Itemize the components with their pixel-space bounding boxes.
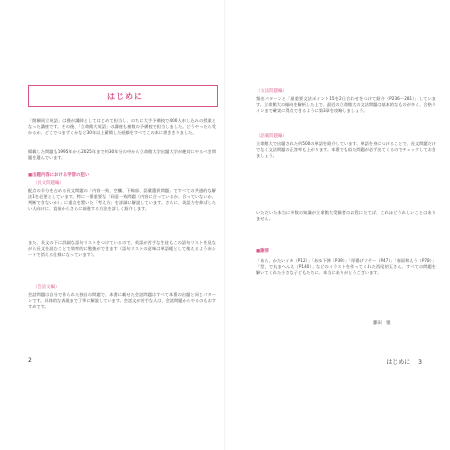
page-number-right: 3 xyxy=(418,359,422,366)
right-page xyxy=(225,0,450,450)
vocab-list-paragraph: また、長文の下に詳細な語句リストをつけているので、英語が苦手な生徒もこの語句リストを見ながら長文を読むことで効率的に勉強ができます（語句リストの意味は単語帳として使えるよう赤シートで消える仕様になっています）。 xyxy=(28,240,216,257)
intro-paragraph-2: 掲載した問題も1995年から2025年まで約30年分の中から立命館大学出題大学が絶対にやるべき問題を選んでいます。 xyxy=(28,149,216,160)
author-signature: 藤田 憧 xyxy=(373,321,391,326)
page-footer-right xyxy=(386,357,422,366)
book-gutter xyxy=(224,0,226,450)
subheading-vocabulary: （語彙問題編） xyxy=(256,134,287,139)
subheading-grammar: （文法問題編） xyxy=(256,89,287,94)
footer-section-label: はじめに xyxy=(386,359,411,366)
acknowledgements-paragraph: 「あら、かたいイカ（P12）」「あゆ下弾（P39）」「厚揚げソテー（P47）」「春雨和えう（P78）」「型、で丸まへんえ（P140）」などのイラストを作ってくれた西尾初玉さん、すべての問題を解いてくれた小さな子どもたちに、本当にありがとうございます。 xyxy=(256,258,436,275)
subheading-conversation: （会話文編） xyxy=(33,285,60,290)
grammar-paragraph: 頻出パターンと「最重要文法ポイント15を2日合わせをつけて紹介（P236〜281）」しています。立命館大の傾向を解析した上で、最近の立命館大の文法問題は基本的なものが多く、合格ラインまで確実に得点できるように第3章を攻略しましょう。 xyxy=(256,96,436,113)
subheading-reading: （長文問題編） xyxy=(33,181,64,186)
page-number-left: 2 xyxy=(28,357,32,364)
intro-title-box xyxy=(28,85,218,107)
closing-paragraph: いただいた本当に多数の知識が立命館大受験者のお役にたてば、これほどうれしいことはありません。 xyxy=(256,210,436,221)
intro-title: はじめに xyxy=(107,91,143,101)
reading-paragraph: 配点の半分を占める長文問題の「内容一致、空欄、下線部、語彙選択問題」ですべての共通的な解法1を必要としています。特に一番重要な「同意一致問題（内容に合っているか、合っていないか、判断できないか）」に重点を置いた「考え方」を詳細に解説しています。さらに、英語力を伸ばしたい人向けに、直前からさらに前進する方法を詳しく紹介します。 xyxy=(28,188,216,211)
conversation-paragraph: 会話問題は自分で作られた独自の問題で、本書に載せた会話問題はすべて本番の出題と同じパターンです。具体的な表現まで丁寧に解説しています。会話文が苦手な人は、会話問題からやるのもおすすめです。 xyxy=(28,292,216,309)
acknowledgements-heading: ■謝辞 xyxy=(256,249,269,254)
section-heading-learning-goals: ■出題内容における学習の狙い xyxy=(28,173,90,178)
intro-paragraph: 「開願同立英語」は僕が講師としてはじめて担当し、のちに大手予備校で400人申し込みの授業となった講座です。その後、「立命館大英語」の講座も複数の予備校で担当しました。どうやったら受かるか、どこでつまずくかなど30年以上蓄積した経験をすべてこの本に書ききりました。 xyxy=(28,118,216,135)
vocabulary-paragraph: 立命館大で出題された約500の単語を紹介しています。単語を身につけることで、長文問題だけでなく文法問題の正答率も上がります。本番でも似た問題が必ず出てくるのでチェックしておきましょう。 xyxy=(256,141,436,158)
